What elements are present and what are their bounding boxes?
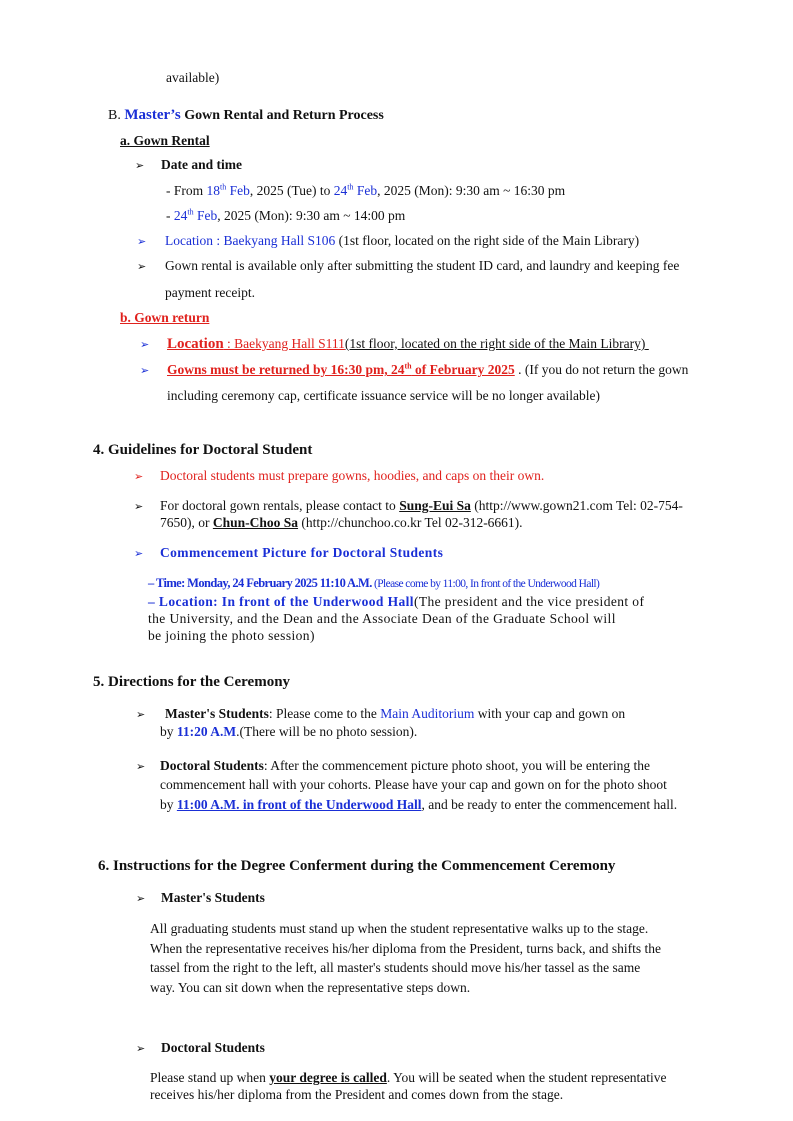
rental-date-line-1: - From 18th Feb, 2025 (Tue) to 24th Feb, 2025 (Mon): 9:30 am ~ 16:30 pm [166,182,566,198]
masters-instruction-line-2: When the representative receives his/her diploma from the President, turns back, and shifts the [150,941,661,956]
arrow-bullet-icon: ➢ [134,500,144,513]
photo-time: – Time: Monday, 24 February 2025 11:10 A.M. (Please come by 11:00, In front of the Underwood Hall) [148,576,600,590]
return-deadline-line-2: including ceremony cap, certificate issuance service will be no longer available) [167,388,600,403]
doctoral-instruction-line-2: receives his/her diploma from the President and comes down from the stage. [150,1087,564,1102]
rental-date-line-2: - 24th Feb, 2025 (Mon): 9:30 am ~ 14:00 pm [166,207,406,223]
doctoral-rental-line-2: 7650), or Chun-Choo Sa (http://chunchoo.co.kr Tel 02-312-6661). [160,515,523,530]
rental-location: Location : Baekyang Hall S106 (1st floor, located on the right side of the Main Library) [165,233,640,248]
masters-students-label: Master's Students [161,890,265,905]
arrow-bullet-icon: ➢ [136,892,146,905]
rental-condition-line-1: Gown rental is available only after submitting the student ID card, and laundry and keeping fee [165,258,680,273]
arrow-bullet-icon: ➢ [137,235,147,248]
doctoral-students-label: Doctoral Students [161,1040,265,1055]
masters-instruction-line-3: tassel from the right to the left, all master's students should move his/her tassel as the same [150,960,641,975]
section-5-heading: 5. Directions for the Ceremony [93,674,291,690]
doctoral-prepare-note: Doctoral students must prepare gowns, hoodies, and caps on their own. [160,468,545,483]
arrow-bullet-icon: ➢ [134,547,144,560]
picture-heading: Commencement Picture for Doctoral Students [160,545,444,560]
section-title: Gown Rental and Return Process [184,108,384,123]
doctoral-instruction-line-1: Please stand up when your degree is called. You will be seated when the student representative [150,1070,667,1085]
section-letter: B. [108,108,121,123]
masters-instruction-line-1: All graduating students must stand up when the student representative walks up to the stage. [150,921,649,936]
return-location: Location : Baekyang Hall S111(1st floor, located on the right side of the Main Library) [167,336,646,352]
arrow-bullet-icon: ➢ [135,159,145,172]
masters-directions-line-2: by 11:20 A.M.(There will be no photo session). [160,724,418,739]
arrow-bullet-icon: ➢ [136,1042,146,1055]
section-b-heading [108,106,384,125]
masters-instruction-line-4: way. You can sit down when the representative steps down. [150,980,471,995]
section-6-heading: 6. Instructions for the Degree Conferment during the Commencement Ceremony [98,858,616,874]
doctoral-directions-line-2: commencement hall with your cohorts. Please have your cap and gown on for the photo shoot [160,777,667,792]
photo-location-line-1: – Location: In front of the Underwood Hall(The president and the vice president of [148,594,645,609]
section-4-heading: 4. Guidelines for Doctoral Student [93,442,313,458]
gown-rental-heading: a. Gown Rental [120,133,210,148]
masters-label: Master’s [124,107,181,123]
arrow-bullet-icon: ➢ [140,364,150,377]
arrow-bullet-icon: ➢ [136,708,146,721]
photo-location-line-2: the University, and the Dean and the Associate Dean of the Graduate School will [148,611,616,626]
date-time-label: Date and time [161,157,242,172]
arrow-bullet-icon: ➢ [137,260,147,273]
doctoral-directions-line-3: by 11:00 A.M. in front of the Underwood Hall, and be ready to enter the commencement hall. [160,797,678,812]
arrow-bullet-icon: ➢ [136,760,146,773]
doctoral-directions-line-1: Doctoral Students: After the commencement picture photo shoot, you will be entering the [160,758,651,773]
masters-directions-line-1: Master's Students: Please come to the Main Auditorium with your cap and gown on [165,706,626,721]
photo-location-line-3: be joining the photo session) [148,628,315,643]
continuation-text: available) [166,70,220,85]
doctoral-rental-line-1: For doctoral gown rentals, please contact to Sung-Eui Sa (http://www.gown21.com Tel: 02-754- [160,498,683,513]
arrow-bullet-icon: ➢ [140,338,150,351]
rental-condition-line-2: payment receipt. [165,285,255,300]
return-deadline: Gowns must be returned by 16:30 pm, 24th of February 2025 . (If you do not return the gown [167,361,689,377]
gown-return-heading: b. Gown return [120,310,210,325]
arrow-bullet-icon: ➢ [134,470,144,483]
